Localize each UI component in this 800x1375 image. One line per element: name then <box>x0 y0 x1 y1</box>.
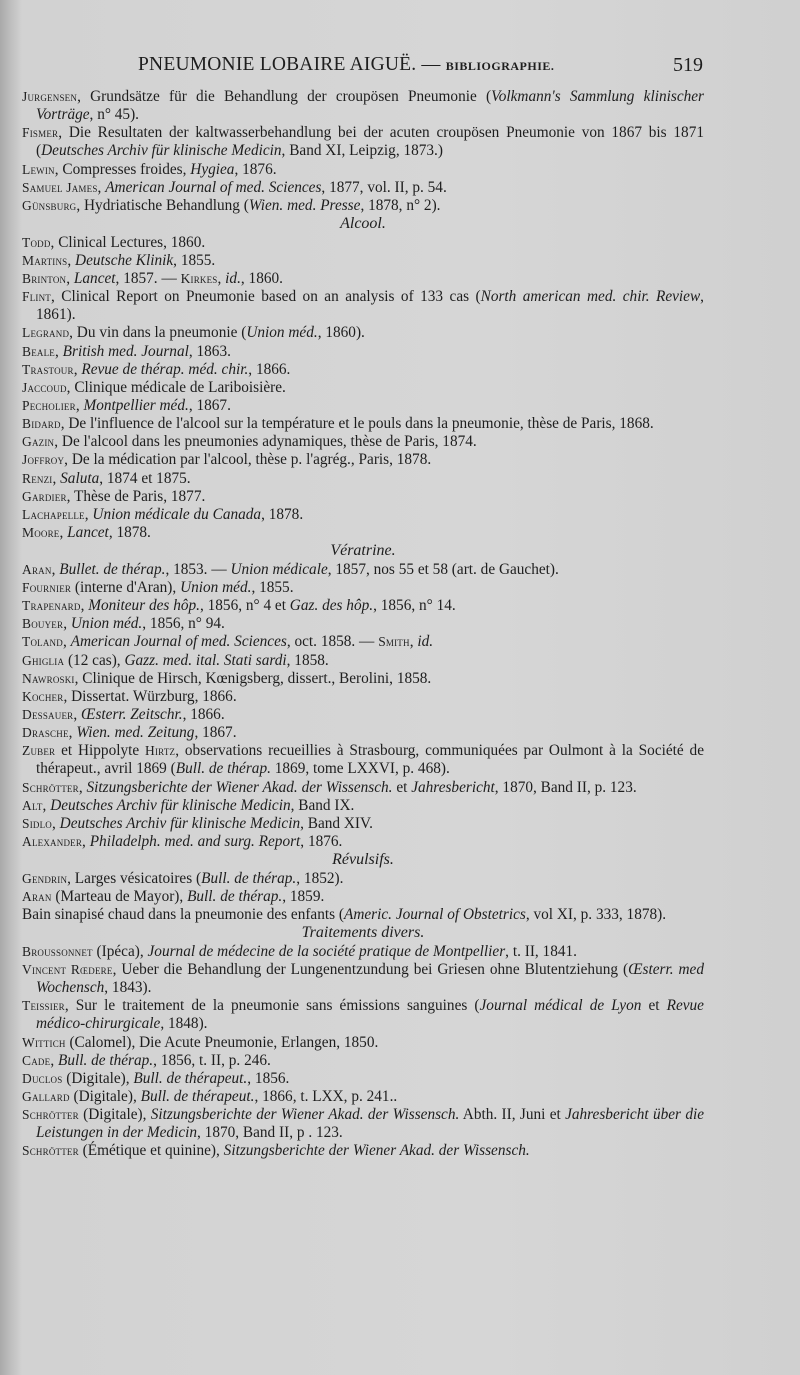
section-heading: Vératrine. <box>330 542 396 560</box>
work-title: Wien. med. Presse <box>248 196 361 214</box>
entry-text: , 1867. <box>194 724 237 742</box>
entry-text: , 1876. <box>234 160 277 178</box>
entry-text: , vol XI, p. 333, 1878). <box>525 906 667 924</box>
entry-text: et <box>641 997 667 1015</box>
author-name: Vincent Rœdere <box>22 961 113 977</box>
entry-text: , oct. 1858. — <box>286 633 379 651</box>
work-title: Montpellier méd. <box>83 397 189 414</box>
author-name: Aran <box>22 888 52 904</box>
entry-text: , 1856, t. II, p. 246. <box>153 1051 271 1069</box>
bibliography-entry <box>22 1052 704 1070</box>
author-name: Todd <box>22 234 51 250</box>
running-title <box>138 54 554 76</box>
entry-text: , 1855. <box>251 578 294 596</box>
author-name: Ghiglia <box>22 652 65 668</box>
bibliography-entry <box>22 906 704 924</box>
work-title: Union méd. <box>70 615 143 633</box>
author-name: Fismer <box>22 125 59 141</box>
author-name: Cade <box>22 1052 51 1068</box>
author-name: Flint <box>22 289 51 305</box>
entry-text: , <box>51 560 60 578</box>
bibliography-entry <box>22 670 704 688</box>
author-name: Bidard <box>22 416 61 432</box>
bibliography-entry <box>22 724 704 742</box>
work-title: Journal de médecine de la société pratique de Montpellier <box>147 942 506 960</box>
bibliography-entry <box>22 888 704 906</box>
author-name: Jaccoud <box>22 379 67 395</box>
entry-text: , <box>63 615 71 633</box>
author-name: Teissier <box>22 998 65 1014</box>
entry-text: , Sur le traitement de la pneumonie sans émissions sanguines ( <box>64 997 480 1015</box>
entry-text: , <box>82 833 90 851</box>
entry-text: , <box>67 251 76 269</box>
entry-text: , Clinical Report on Pneumonie based on an analysis of 133 cas ( <box>51 288 481 306</box>
running-header <box>138 54 703 84</box>
entry-text: , 1870, Band II, p. 123. <box>494 778 637 796</box>
work-title: Union médicale <box>230 560 328 578</box>
author-name: Martins <box>22 252 68 268</box>
author-name: Kirkes <box>180 270 218 286</box>
work-title: Gazz. med. ital. Stati sardi <box>124 651 287 669</box>
author-name: Schrötter <box>22 1107 79 1123</box>
author-name: Fournier <box>22 579 72 595</box>
author-name: Samuel James <box>22 179 98 195</box>
entry-text: Bain sinapisé chaud dans la pneumonie des enfants ( <box>22 906 344 924</box>
entry-text: , <box>409 633 418 651</box>
entry-text: , 1878. <box>108 524 151 542</box>
bibliography-entry <box>22 561 704 579</box>
entry-text: , 1855. <box>173 251 216 269</box>
author-name: Schrötter <box>22 1143 79 1159</box>
author-name: Schrötter <box>22 779 79 795</box>
work-title: id. <box>417 633 434 651</box>
author-name: Pecholier <box>22 398 76 413</box>
entry-text: , 1876. <box>300 833 343 851</box>
work-title: North american med. chir. Review <box>480 288 701 306</box>
entry-text: , 1860. <box>240 269 283 287</box>
author-name: Jurgensen <box>22 89 78 104</box>
entry-text: , 1848). <box>160 1015 208 1033</box>
entry-text: , Larges vésicatoires ( <box>67 869 202 887</box>
bibliography-entry <box>22 688 704 706</box>
author-name: Gendrin <box>22 870 68 886</box>
bibliography-entry <box>22 779 704 797</box>
work-title: Moniteur des hôp. <box>88 597 200 615</box>
work-title: Deutsche Klinik <box>75 251 174 269</box>
entry-text: , <box>68 724 77 742</box>
entry-text: , <box>42 796 51 814</box>
entry-text: , Hydriatische Behandlung ( <box>76 196 249 214</box>
entry-text: , Ueber die Behandlung der Lungenentzundung bei Griesen ohne Blutentziehung ( <box>112 960 629 978</box>
author-name: Trastour <box>22 361 74 377</box>
entry-text: , Du vin dans la pneumonie ( <box>69 324 247 342</box>
entry-text: , 1843). <box>104 979 152 997</box>
bibliography-entry <box>22 288 704 324</box>
work-title: Union médicale du Canada <box>92 505 262 523</box>
bibliography-entry <box>22 88 704 124</box>
entry-text: , 1853. — <box>165 560 231 578</box>
work-title: Bull. de thérap. <box>175 760 271 778</box>
entry-text: (Digitale), <box>62 1069 134 1087</box>
work-title: Gaz. des hôp. <box>289 597 374 615</box>
work-title: id. <box>225 269 241 287</box>
bibliography-entry <box>22 433 704 451</box>
bibliography-entry <box>22 1034 704 1052</box>
work-title: Union méd. <box>246 324 318 342</box>
entry-text: , Clinique médicale de Lariboisière. <box>66 378 286 396</box>
bibliography-entry <box>22 270 704 288</box>
entry-text: et Hippolyte <box>55 742 146 760</box>
entry-text: , 1867. <box>188 397 231 414</box>
entry-text: , Band XIV. <box>300 814 373 832</box>
entry-text: , Thèse de Paris, 1877. <box>66 487 206 505</box>
entry-text: , <box>55 342 63 360</box>
bibliography-entry <box>22 870 704 888</box>
bibliography-entry <box>22 488 704 506</box>
work-title: Revue médico-chirurgicale <box>36 997 704 1033</box>
work-title: Saluta <box>60 469 100 487</box>
entry-text: , observations recueillies à Strasbourg, communiquées par Oulmont à la Société de thérapeut., avril 1869 ( <box>36 742 704 778</box>
entry-text: , Clinical Lectures, 1860. <box>50 233 206 251</box>
entry-text: , <box>52 814 60 832</box>
work-title: British med. Journal <box>62 342 189 360</box>
author-name: Zuber <box>22 743 56 759</box>
work-title: Œsterr. Zeitschr. <box>81 706 183 723</box>
entry-text: , 1874 et 1875. <box>99 469 191 487</box>
entry-text: , <box>217 269 226 287</box>
author-name: Günsburg <box>22 197 77 213</box>
entry-text: , 1870, Band II, p . 123. <box>197 1124 343 1142</box>
bibliography-entry <box>22 397 704 415</box>
entry-text: , 1857, nos 55 et 58 (art. de Gauchet). <box>327 560 559 578</box>
work-title: Lancet <box>73 269 116 287</box>
bibliography-entry <box>22 379 704 397</box>
work-title: Jahresbericht <box>411 778 495 796</box>
entry-text: , 1866. <box>248 360 291 378</box>
author-name: Gardier <box>22 488 67 504</box>
bibliography-entry <box>22 234 704 252</box>
work-title: Deutsches Archiv für klinische Medicin <box>50 796 291 814</box>
entry-text: , Grundsätze für die Behandlung der croupösen Pneumonie ( <box>77 88 492 105</box>
running-title-main: PNEUMONIE LOBAIRE AIGUË. <box>138 54 417 75</box>
work-title: Revue de thérap. méd. chir. <box>81 360 249 378</box>
bibliography-entry <box>22 597 704 615</box>
entry-text: , 1856, n° 94. <box>142 615 225 633</box>
entry-text: , Band IX. <box>290 796 355 814</box>
section-heading: Alcool. <box>340 215 386 233</box>
work-title: Union méd. <box>180 578 252 596</box>
entry-text: et <box>392 778 412 796</box>
bibliography-entry <box>22 1106 704 1142</box>
section-heading: Révulsifs. <box>332 851 394 869</box>
author-name: Smith <box>378 634 410 650</box>
entry-text: , <box>97 178 106 196</box>
entry-text: , 1857. — <box>115 269 181 287</box>
entry-text: 1869, tome LXXVI, p. 468). <box>270 760 450 778</box>
author-name: Toland <box>22 634 63 650</box>
entry-text: , <box>62 633 71 651</box>
work-title: Lancet <box>67 524 109 542</box>
work-title: Wien. med. Zeitung <box>76 724 195 742</box>
work-title: Bull. de thérap. <box>187 887 283 905</box>
entry-text: , Die Resultaten der kaltwasserbehandlung bei der acuten croupösen Pneumonie von 1867 bis 1871 ( <box>36 124 704 160</box>
author-name: Bouyer <box>22 616 64 632</box>
bibliography-entry <box>22 361 704 379</box>
work-title: American Journal of med. Sciences <box>70 633 287 651</box>
author-name: Legrand <box>22 325 70 341</box>
bibliography-entry <box>22 179 704 197</box>
entry-text: (Émétique et quinine), <box>78 1142 224 1160</box>
entry-text: (Calomel), Die Acute Pneumonie, Erlangen, 1850. <box>65 1033 379 1051</box>
bibliography-entry <box>22 524 704 542</box>
author-name: Lachapelle <box>22 506 85 522</box>
bibliography-entry <box>22 324 704 342</box>
work-title: American Journal of med. Sciences <box>105 178 322 196</box>
author-name: Kocher <box>22 688 64 704</box>
author-name: Nawroski <box>22 670 75 686</box>
entry-text: , 1861). <box>36 288 704 324</box>
author-name: Duclos <box>22 1070 63 1086</box>
work-title: Hygiea <box>190 160 235 178</box>
entry-text: (Marteau de Mayor), <box>51 887 188 905</box>
author-name: Lewin <box>22 161 55 177</box>
entry-text: , <box>75 397 84 414</box>
entry-text: , <box>80 597 89 615</box>
entry-text: , 1856, n° 4 et <box>199 597 290 615</box>
bibliography-entry <box>22 579 704 597</box>
bibliography-entry <box>22 633 704 651</box>
running-title-dash: — <box>421 54 441 75</box>
bibliography-entry <box>22 961 704 997</box>
entry-text: , 1866, t. LXX, p. 241.. <box>254 1087 398 1105</box>
work-title: Œsterr. med Wochensch <box>36 960 704 997</box>
author-name: Joffroy <box>22 452 65 468</box>
author-name: Alexander <box>22 834 83 850</box>
bibliography-entry <box>22 161 704 179</box>
work-title: Bull. de thérapeut. <box>140 1087 255 1105</box>
author-name: Wittich <box>22 1034 66 1050</box>
work-title: Bullet. de thérap. <box>59 560 166 578</box>
entry-text: (Digitale), <box>69 1087 141 1105</box>
bibliography-entry <box>22 415 704 433</box>
bibliography-entry <box>22 343 704 361</box>
work-title: Volkmann's Sammlung klinischer Vorträge <box>36 88 704 124</box>
bibliography-list <box>22 88 704 1161</box>
bibliography-entry <box>22 997 704 1033</box>
entry-text: , <box>59 524 68 542</box>
entry-text: , <box>78 778 87 796</box>
author-name: Beale <box>22 343 55 359</box>
bibliography-entry <box>22 652 704 670</box>
entry-text: , 1856, n° 14. <box>373 597 456 615</box>
work-title: Americ. Journal of Obstetrics <box>344 906 526 924</box>
bibliography-entry <box>22 506 704 524</box>
author-name: Trapenard <box>22 598 81 614</box>
entry-text: , <box>73 706 82 723</box>
work-title: Journal médical de Lyon <box>479 997 642 1015</box>
entry-text: , Dissertat. Würzburg, 1866. <box>63 687 237 705</box>
bibliography-entry <box>22 470 704 488</box>
author-name: Brinton <box>22 270 67 286</box>
section-heading: Traitements divers. <box>301 924 425 942</box>
entry-text: , 1877, vol. II, p. 54. <box>321 178 447 196</box>
entry-text: , Band XI, Leipzig, 1873.) <box>281 142 443 160</box>
work-title: Deutsches Archiv für klinische Medicin <box>41 142 282 160</box>
entry-text: , 1858. <box>286 651 329 669</box>
running-title-subtitle: BIBLIOGRAPHIE. <box>445 59 555 73</box>
page-number: 519 <box>673 54 703 76</box>
entry-text: , <box>84 505 93 523</box>
author-name: Aran <box>22 561 52 577</box>
author-name: Alt <box>22 797 43 813</box>
entry-text: , n° 45). <box>89 106 140 124</box>
work-title: Jahresbericht über die Leistungen in der Medicin <box>36 1106 705 1142</box>
bibliography-entry <box>22 943 704 961</box>
author-name: Gallard <box>22 1088 70 1104</box>
bibliography-entry <box>22 451 704 469</box>
entry-text: , 1859. <box>282 887 325 905</box>
entry-text: , 1863. <box>188 342 231 360</box>
author-name: Moore <box>22 525 60 541</box>
entry-text: , De l'influence de l'alcool sur la température et le pouls dans la pneumonie, thèse de Paris, 1868. <box>60 415 654 433</box>
work-title: Bull. de thérapeut. <box>133 1069 248 1087</box>
bibliography-entry <box>22 615 704 633</box>
entry-text: , 1878, n° 2). <box>360 196 441 214</box>
bibliography-entry <box>22 1142 704 1160</box>
work-title: Sitzungsberichte der Wiener Akad. der Wissensch. <box>223 1142 530 1160</box>
entry-text: , 1852). <box>296 869 344 887</box>
author-name: Hirtz <box>145 743 176 759</box>
work-title: Deutsches Archiv für klinische Medicin <box>59 814 301 832</box>
bibliography-entry <box>22 1088 704 1106</box>
author-name: Renzi <box>22 470 53 486</box>
entry-text: (12 cas), <box>64 651 125 669</box>
bibliography-entry <box>22 815 704 833</box>
entry-text: , <box>66 269 74 287</box>
entry-text: , t. II, 1841. <box>505 942 577 960</box>
author-name: Gazin <box>22 434 55 450</box>
bibliography-entry <box>22 124 704 160</box>
entry-text: , 1856. <box>247 1069 290 1087</box>
author-name: Dessauer <box>22 707 74 722</box>
entry-text: , 1878. <box>261 505 304 523</box>
bibliography-entry <box>22 1070 704 1088</box>
entry-text: (Digitale), <box>78 1106 151 1124</box>
work-title: Philadelph. med. and surg. Report <box>89 833 301 851</box>
work-title: Bull. de thérap. <box>57 1051 154 1069</box>
bibliography-entry <box>22 252 704 270</box>
entry-text: (Ipéca), <box>92 942 148 960</box>
bibliography-entry <box>22 197 704 215</box>
entry-text: , Clinique de Hirsch, Kœnigsberg, dissert., Berolini, 1858. <box>74 669 432 687</box>
entry-text: , <box>52 469 61 487</box>
work-title: Sitzungsberichte der Wiener Akad. der Wissensch. <box>150 1106 460 1124</box>
entry-text: , <box>50 1051 58 1069</box>
entry-text: , De la médication par l'alcool, thèse p. l'agrég., Paris, 1878. <box>64 451 432 469</box>
entry-text: , <box>73 360 82 378</box>
bibliography-entry <box>22 833 704 851</box>
entry-text: , De l'alcool dans les pneumonies adynamiques, thèse de Paris, 1874. <box>54 433 477 451</box>
entry-text: , 1860). <box>317 324 365 342</box>
bibliography-entry <box>22 706 704 724</box>
author-name: Sidlo <box>22 815 53 831</box>
author-name: Drasche <box>22 725 69 741</box>
author-name: Broussonnet <box>22 943 93 959</box>
work-title: Sitzungsberichte der Wiener Akad. der Wissensch. <box>86 778 393 796</box>
bibliography-entry <box>22 742 704 778</box>
bibliography-entry <box>22 797 704 815</box>
entry-text: , Compresses froides, <box>54 160 191 178</box>
entry-text: (interne d'Aran), <box>71 578 181 596</box>
entry-text: Abth. II, Juni et <box>459 1106 566 1124</box>
entry-text: , 1866. <box>182 706 225 723</box>
work-title: Bull. de thérap. <box>201 869 297 887</box>
